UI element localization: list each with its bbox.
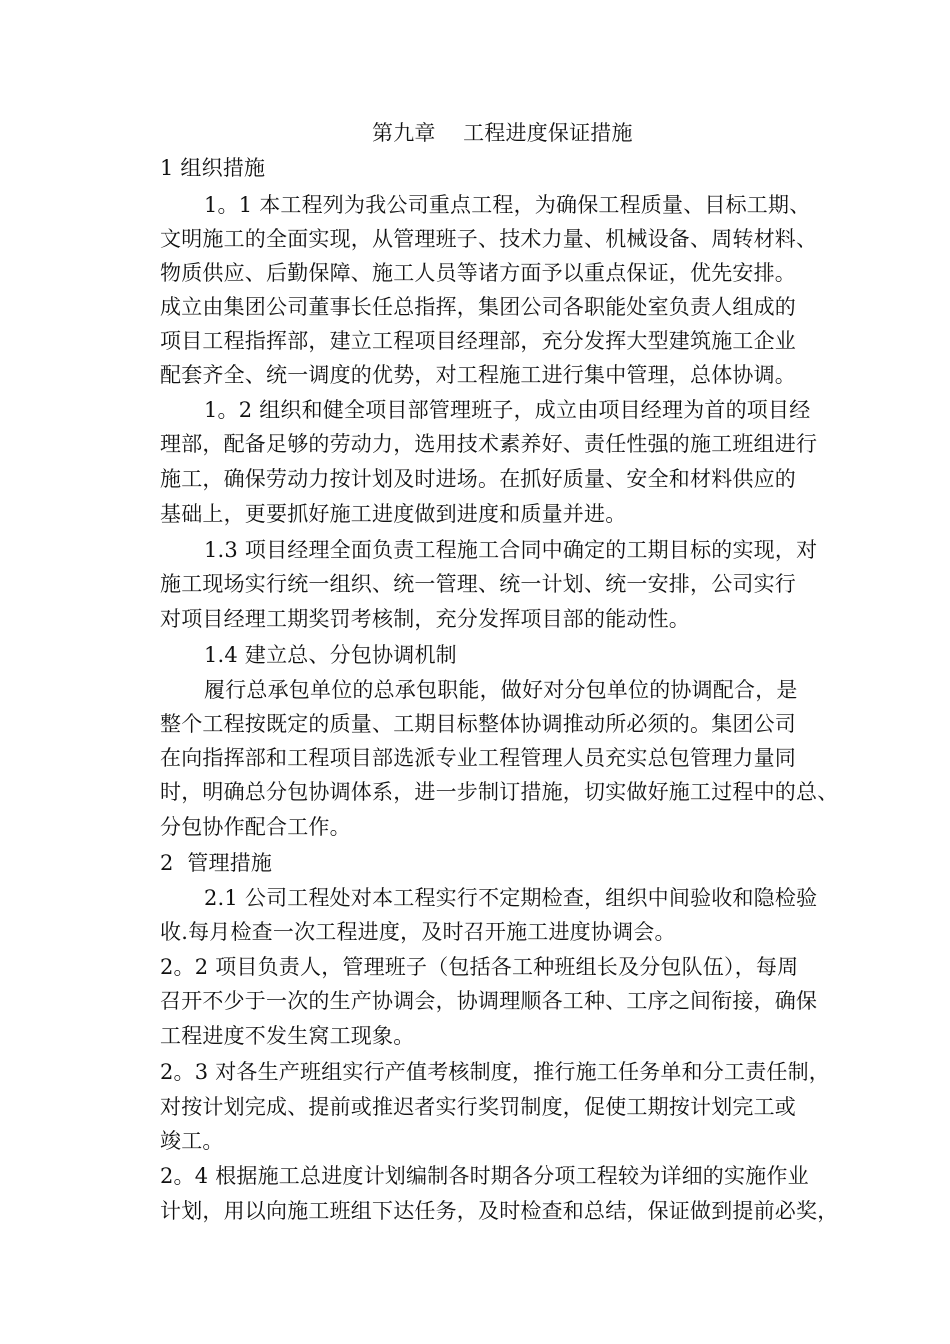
paragraph-line: 基础上，更要抓好施工进度做到进度和质量并进。 [160, 502, 627, 526]
paragraph-line: 1。1 本工程列为我公司重点工程，为确保工程质量、目标工期、 [204, 193, 811, 217]
paragraph-line: 配套齐全、统一调度的优势，对工程施工进行集中管理，总体协调。 [160, 363, 796, 387]
paragraph-line: 整个工程按既定的质量、工期目标整体协调推动所必须的。集团公司 [160, 712, 796, 736]
paragraph-line: 履行总承包单位的总承包职能，做好对分包单位的协调配合，是 [204, 678, 798, 702]
paragraph-line: 召开不少于一次的生产协调会，协调理顺各工种、工序之间衔接，确保 [160, 989, 818, 1013]
subsection-heading: 1.4 建立总、分包协调机制 [204, 643, 457, 667]
paragraph-line: 2。3 对各生产班组实行产值考核制度，推行施工任务单和分工责任制， [160, 1060, 830, 1084]
paragraph-line: 理部，配备足够的劳动力，选用技术素养好、责任性强的施工班组进行 [160, 432, 818, 456]
chapter-title: 第九章 工程进度保证措施 [372, 121, 633, 145]
paragraph-line: 施工现场实行统一组织、统一管理、统一计划、统一安排，公司实行 [160, 572, 796, 596]
paragraph-line: 文明施工的全面实现，从管理班子、技术力量、机械设备、周转材料、 [160, 227, 818, 251]
section-heading: 2 管理措施 [160, 851, 273, 875]
paragraph-line: 1。2 组织和健全项目部管理班子，成立由项目经理为首的项目经 [204, 398, 811, 422]
paragraph-line: 1.3 项目经理全面负责工程施工合同中确定的工期目标的实现，对 [204, 538, 818, 562]
paragraph-line: 成立由集团公司董事长任总指挥，集团公司各职能处室负责人组成的 [160, 295, 796, 319]
paragraph-line: 对项目经理工期奖罚考核制，充分发挥项目部的能动性。 [160, 607, 690, 631]
paragraph-line: 工程进度不发生窝工现象。 [160, 1024, 415, 1048]
paragraph-line: 在向指挥部和工程项目部选派专业工程管理人员充实总包管理力量同 [160, 746, 796, 770]
paragraph-line: 时，明确总分包协调体系，进一步制订措施，切实做好施工过程中的总、 [160, 780, 839, 804]
paragraph-line: 物质供应、后勤保障、施工人员等诸方面予以重点保证，优先安排。 [160, 261, 796, 285]
paragraph-line: 2。2 项目负责人，管理班子（包括各工种班组长及分包队伍），每周 [160, 955, 799, 979]
paragraph-line: 施工，确保劳动力按计划及时进场。在抓好质量、安全和材料供应的 [160, 467, 796, 491]
paragraph-line: 计划，用以向施工班组下达任务，及时检查和总结，保证做到提前必奖， [160, 1199, 839, 1223]
paragraph-line: 分包协作配合工作。 [160, 815, 351, 839]
paragraph-line: 收.每月检查一次工程进度，及时召开施工进度协调会。 [160, 920, 676, 944]
paragraph-line: 对按计划完成、提前或推迟者实行奖罚制度，促使工期按计划完工或 [160, 1095, 796, 1119]
paragraph-line: 2.1 公司工程处对本工程实行不定期检查，组织中间验收和隐检验 [204, 886, 818, 910]
paragraph-line: 竣工。 [160, 1129, 224, 1153]
paragraph-line: 项目工程指挥部，建立工程项目经理部，充分发挥大型建筑施工企业 [160, 329, 796, 353]
section-heading: 1 组织措施 [160, 156, 266, 180]
paragraph-line: 2。4 根据施工总进度计划编制各时期各分项工程较为详细的实施作业 [160, 1164, 809, 1188]
